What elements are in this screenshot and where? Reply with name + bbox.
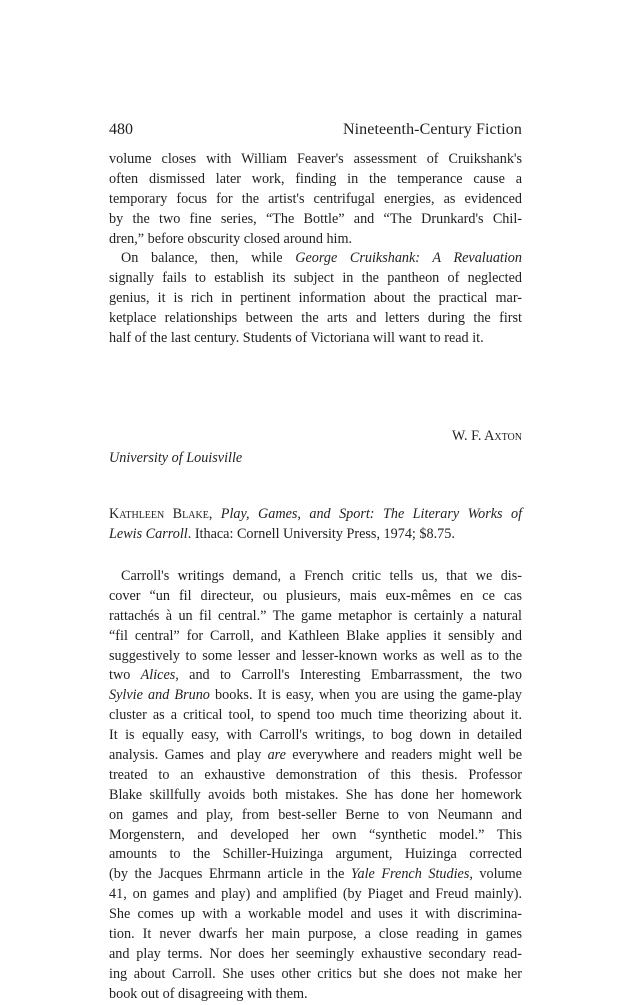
text-line: two Alices, and to Carroll's Interesting Embarrassment, the two	[109, 667, 522, 684]
text-line: suggestively to some lesser and lesser-known works as well as to the	[109, 647, 522, 664]
text-line: Carroll's writings demand, a French critic tells us, that we dis-	[121, 568, 522, 584]
text-line: amounts to the Schiller-Huizinga argument, Huizinga corrected	[109, 846, 522, 863]
reviewer-name: W. F. Axton	[451, 428, 522, 444]
text-line: cluster as a critical tool, to spend too much time theorizing about it.	[109, 707, 522, 724]
text-line: on games and play, from best-seller Berne to von Neumann and	[109, 806, 522, 823]
text-line: On balance, then, while George Cruikshank: A Revaluation	[121, 250, 522, 267]
text-line: “fil central” for Carroll, and Kathleen Blake applies it sensibly and	[109, 627, 522, 644]
citation-line: Kathleen Blake, Play, Games, and Sport: The Literary Works of	[109, 506, 523, 522]
text-line: dren,” before obscurity closed around him.	[109, 230, 353, 247]
text-line: Sylvie and Bruno books. It is easy, when you are using the game-play	[109, 687, 522, 704]
text-line: rattachés à un fil central.” The game metaphor is certainly a natural	[109, 607, 522, 624]
text-line: 41, on games and play) and amplified (by Piaget and Freud mainly).	[109, 886, 522, 903]
journal-title: Nineteenth-Century Fiction	[342, 121, 522, 138]
text-line: treated to an exhaustive demonstration of this thesis. Professor	[109, 766, 522, 783]
text-line: often dismissed later work, finding in the temperance cause a	[109, 170, 522, 187]
book-title-italic: Play, Games, and Sport: The Literary Works of	[220, 506, 523, 522]
text-line: ketplace relationships between the arts and letters during the first	[109, 310, 522, 327]
text-line: Blake skillfully avoids both mistakes. She has done her homework	[109, 786, 522, 803]
text-line: tion. It never dwarfs her main purpose, a close reading in games	[109, 926, 522, 943]
review-two-body	[109, 567, 522, 1005]
text-line: book out of disagreeing with them.	[109, 985, 308, 1002]
text-line: analysis. Games and play are everywhere and readers might well be	[109, 747, 523, 764]
review-two-citation	[109, 505, 522, 545]
reviewer-affiliation: University of Louisville	[109, 450, 243, 466]
text-line: (by the Jacques Ehrmann article in the Yale French Studies, volume	[109, 866, 522, 883]
text-line: cover “un fil directeur, ou plusieurs, mais eux-mêmes en ce cas	[109, 587, 522, 604]
text-line: temporary focus for the artist's centrifugal energies, as evidenced	[109, 190, 522, 207]
text-line: It is equally easy, with Carroll's writings, to bog down in detailed	[109, 727, 522, 744]
text-line: volume closes with William Feaver's assessment of Cruikshank's	[109, 151, 522, 167]
text-line: and play terms. Nor does her seemingly exhaustive secondary read-	[109, 945, 522, 962]
review-one-closing	[109, 150, 522, 349]
text-line: She comes up with a workable model and uses it with discrimina-	[109, 906, 522, 923]
text-line: genius, it is rich in pertinent information about the practical mar-	[109, 290, 522, 307]
text-line: by the two fine series, “The Bottle” and “The Drunkard's Chil-	[109, 210, 522, 227]
text-line: Morgenstern, and developed her own “synthetic model.” This	[109, 826, 522, 843]
book-title-italic: Lewis Carroll	[109, 525, 188, 542]
text-line: ing about Carroll. She uses other critics but she does not make her	[109, 965, 522, 982]
citation-line: Lewis Carroll. Ithaca: Cornell University Press, 1974; $8.75.	[109, 525, 455, 542]
text-line: half of the last century. Students of Victoriana will want to read it.	[109, 330, 484, 347]
text-line: signally fails to establish its subject in the pantheon of neglected	[109, 270, 522, 287]
book-title-italic: George Cruikshank: A Revaluation	[295, 250, 522, 267]
page-number: 480	[109, 121, 133, 138]
